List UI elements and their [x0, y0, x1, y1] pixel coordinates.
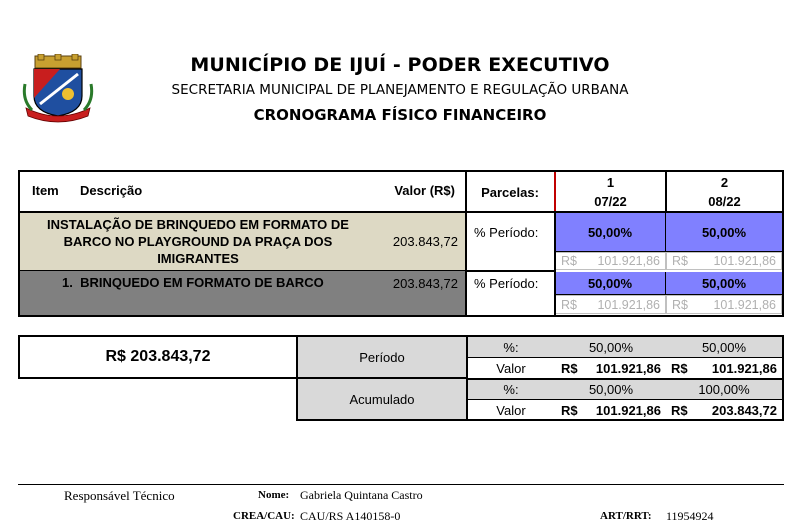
summary-acum-pct-2: 100,00%: [698, 381, 750, 397]
value-amount: 101.921,86: [595, 360, 661, 376]
period-2-number: 2: [720, 175, 729, 190]
currency-label: R$: [561, 254, 577, 268]
document-title: CRONOGRAMA FÍSICO FINANCEIRO: [253, 106, 547, 124]
col-header-valor: Valor (R$): [394, 182, 455, 198]
municipal-coat-of-arms: [22, 54, 94, 124]
row-1-valor: 203.843,72: [392, 234, 458, 249]
row-2-description: 1. BRINQUEDO EM FORMATO DE BARCO: [62, 275, 324, 290]
row-1-periodo-label: % Período:: [474, 224, 539, 240]
value-amount: 101.921,86: [597, 297, 660, 312]
divider: [554, 213, 556, 315]
period-2-date: 08/22: [708, 194, 741, 209]
row-2-value-period-1: [555, 295, 666, 314]
value-amount: 101.921,86: [597, 254, 660, 268]
col-header-item: Item: [32, 182, 59, 198]
row-1-value-period-2: [666, 252, 782, 270]
currency-label: R$: [672, 254, 688, 268]
row-2-value-period-2: [666, 295, 782, 314]
summary-periodo-pct-label: %:: [503, 339, 519, 355]
summary-acum-valor-2: [666, 400, 782, 420]
row-2-valor: 203.843,72: [392, 276, 458, 291]
row-1-value-period-1: [555, 252, 666, 270]
summary-periodo-valor-1: [556, 358, 666, 378]
row-2-periodo-label: % Período:: [474, 275, 539, 291]
divider: [665, 213, 666, 251]
currency-label: R$: [561, 402, 578, 418]
row-1-pct-period-2: 50,00%: [666, 213, 782, 251]
value-amount: 101.921,86: [711, 360, 777, 376]
summary-acum-valor-1: [556, 400, 666, 420]
summary-periodo-label: Período: [296, 335, 468, 379]
footer-nome-label: Nome:: [258, 489, 290, 501]
row-1-pct-period-1: 50,00%: [555, 213, 665, 251]
footer-crea: CAU/RS A140158-0: [300, 509, 401, 523]
summary-acum-pct-1: 50,00%: [588, 381, 634, 397]
value-amount: 101.921,86: [595, 402, 661, 418]
summary-total-value: R$ 203.843,72: [105, 348, 211, 365]
footer-art-label: ART/RRT:: [600, 510, 652, 522]
row-2-pct-period-2: 50,00%: [666, 272, 782, 294]
summary-periodo-valor-2: [666, 358, 782, 378]
summary-periodo-valor-label: Valor: [496, 360, 526, 376]
currency-label: R$: [671, 402, 688, 418]
summary-periodo-pct-2: 50,00%: [701, 339, 747, 355]
value-amount: 101.921,86: [713, 297, 776, 312]
col-header-parcelas: Parcelas:: [481, 184, 539, 200]
col-header-descricao: Descrição: [80, 182, 143, 198]
row-1-description: INSTALAÇÃO DE BRINQUEDO EM FORMATO DE BARCO NO PLAYGROUND DA PRAÇA DOS IMIGRANTES: [47, 217, 349, 266]
signature-line: [18, 484, 784, 485]
summary-acumulado-label: Acumulado: [296, 377, 468, 421]
currency-label: R$: [672, 297, 688, 312]
summary-total: [18, 335, 298, 379]
summary-acum-pct-label: %:: [503, 381, 519, 397]
footer-art: 11954924: [666, 509, 714, 523]
period-1-date: 07/22: [594, 194, 627, 209]
summary-periodo-pct-1: 50,00%: [588, 339, 634, 355]
value-amount: 203.843,72: [711, 402, 777, 418]
period-1-number: 1: [606, 175, 615, 190]
header-title: MUNICÍPIO DE IJUÍ - PODER EXECUTIVO: [190, 54, 610, 76]
footer-nome: Gabriela Quintana Castro: [300, 488, 423, 502]
footer-responsavel: Responsável Técnico: [64, 488, 175, 503]
currency-label: R$: [561, 360, 578, 376]
summary-acum-valor-label: Valor: [496, 402, 526, 418]
row-2-pct-period-1: 50,00%: [555, 272, 665, 294]
header-secretaria: SECRETARIA MUNICIPAL DE PLANEJAMENTO E REGULAÇÃO URBANA: [171, 82, 629, 98]
value-amount: 101.921,86: [713, 254, 776, 268]
currency-label: R$: [671, 360, 688, 376]
currency-label: R$: [561, 297, 577, 312]
footer-crea-label: CREA/CAU:: [233, 510, 295, 522]
divider: [665, 272, 666, 294]
